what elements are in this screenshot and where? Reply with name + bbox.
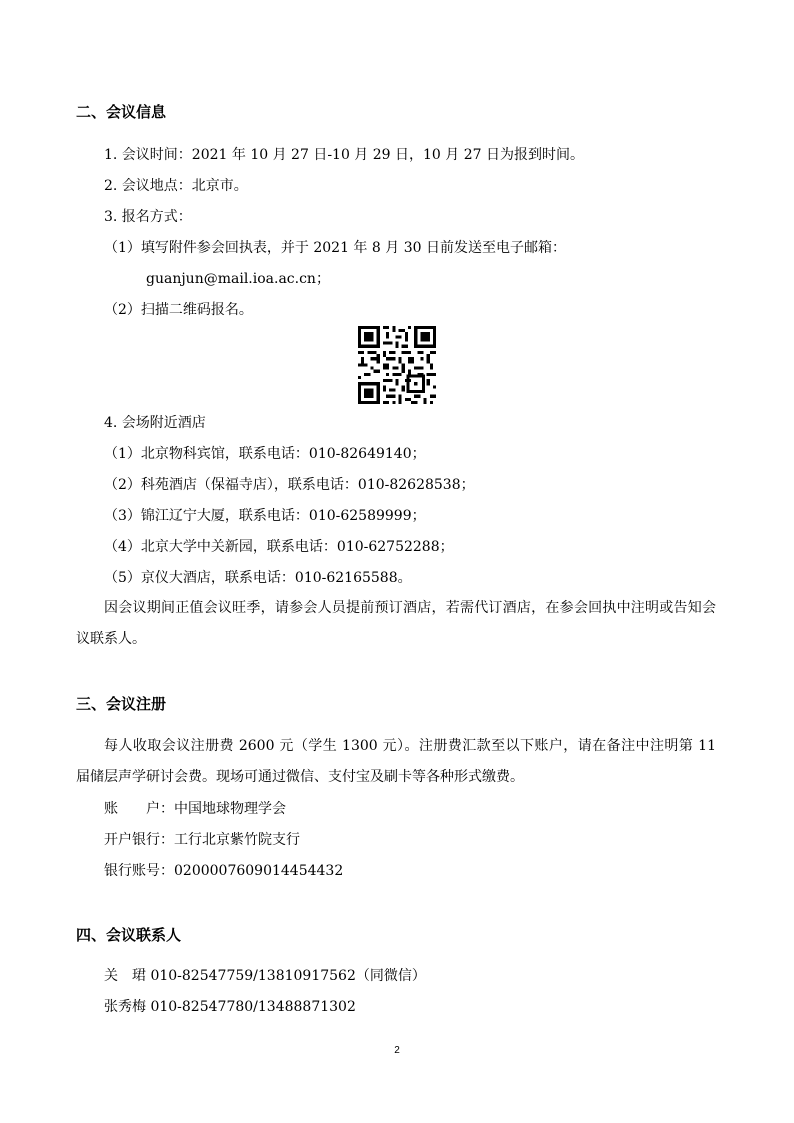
page-number: 2 xyxy=(394,1045,400,1056)
hotel-item: （1）北京物科宾馆，联系电话：010-82649140； xyxy=(104,446,426,462)
section-heading-registration: 三、会议注册 xyxy=(76,695,167,713)
hotels-title: 4. 会场附近酒店 xyxy=(104,415,206,431)
bank-name: 开户银行：工行北京紫竹院支行 xyxy=(104,832,300,848)
hotel-item: （3）锦江辽宁大厦，联系电话：010-62589999； xyxy=(104,508,426,524)
hotel-booking-note: 因会议期间正值会议旺季，请参会人员提前预订酒店，若需代订酒店，在参会回执中注明或告知会议联系人。 xyxy=(76,600,716,647)
meeting-location: 2. 会议地点：北京市。 xyxy=(104,178,248,194)
hotel-item: （2）科苑酒店（保福寺店），联系电话：010-82628538； xyxy=(104,477,475,493)
section-heading-contacts: 四、会议联系人 xyxy=(76,926,182,944)
contact-item: 关 珺 010-82547759/13810917562（同微信） xyxy=(104,968,426,984)
bank-account-name: 账 户：中国地球物理学会 xyxy=(104,801,286,817)
contact-item: 张秀梅 010-82547780/13488871302 xyxy=(104,999,356,1015)
hotel-item: （4）北京大学中关新园，联系电话：010-62752288； xyxy=(104,539,454,555)
section-heading-meeting-info: 二、会议信息 xyxy=(76,103,167,121)
meeting-time: 1. 会议时间：2021 年 10 月 27 日-10 月 29 日，10 月 27 日为报到时间。 xyxy=(104,147,585,163)
hotel-item: （5）京仪大酒店，联系电话：010-62165588。 xyxy=(104,570,412,586)
registration-email: guanjun@mail.ioa.ac.cn； xyxy=(146,271,330,287)
registration-step-1: （1）填写附件参会回执表，并于 2021 年 8 月 30 日前发送至电子邮箱： xyxy=(104,240,566,256)
registration-fee-paragraph: 每人收取会议注册费 2600 元（学生 1300 元）。注册费汇款至以下账户，请在备注中注明第 11 届储层声学研讨会费。现场可通过微信、支付宝及刷卡等各种形式缴费。 xyxy=(76,738,716,785)
registration-step-2: （2）扫描二维码报名。 xyxy=(104,302,253,318)
qr-code xyxy=(358,326,436,404)
registration-method: 3. 报名方式： xyxy=(104,209,192,225)
bank-account-number: 银行账号：0200007609014454432 xyxy=(104,863,344,879)
